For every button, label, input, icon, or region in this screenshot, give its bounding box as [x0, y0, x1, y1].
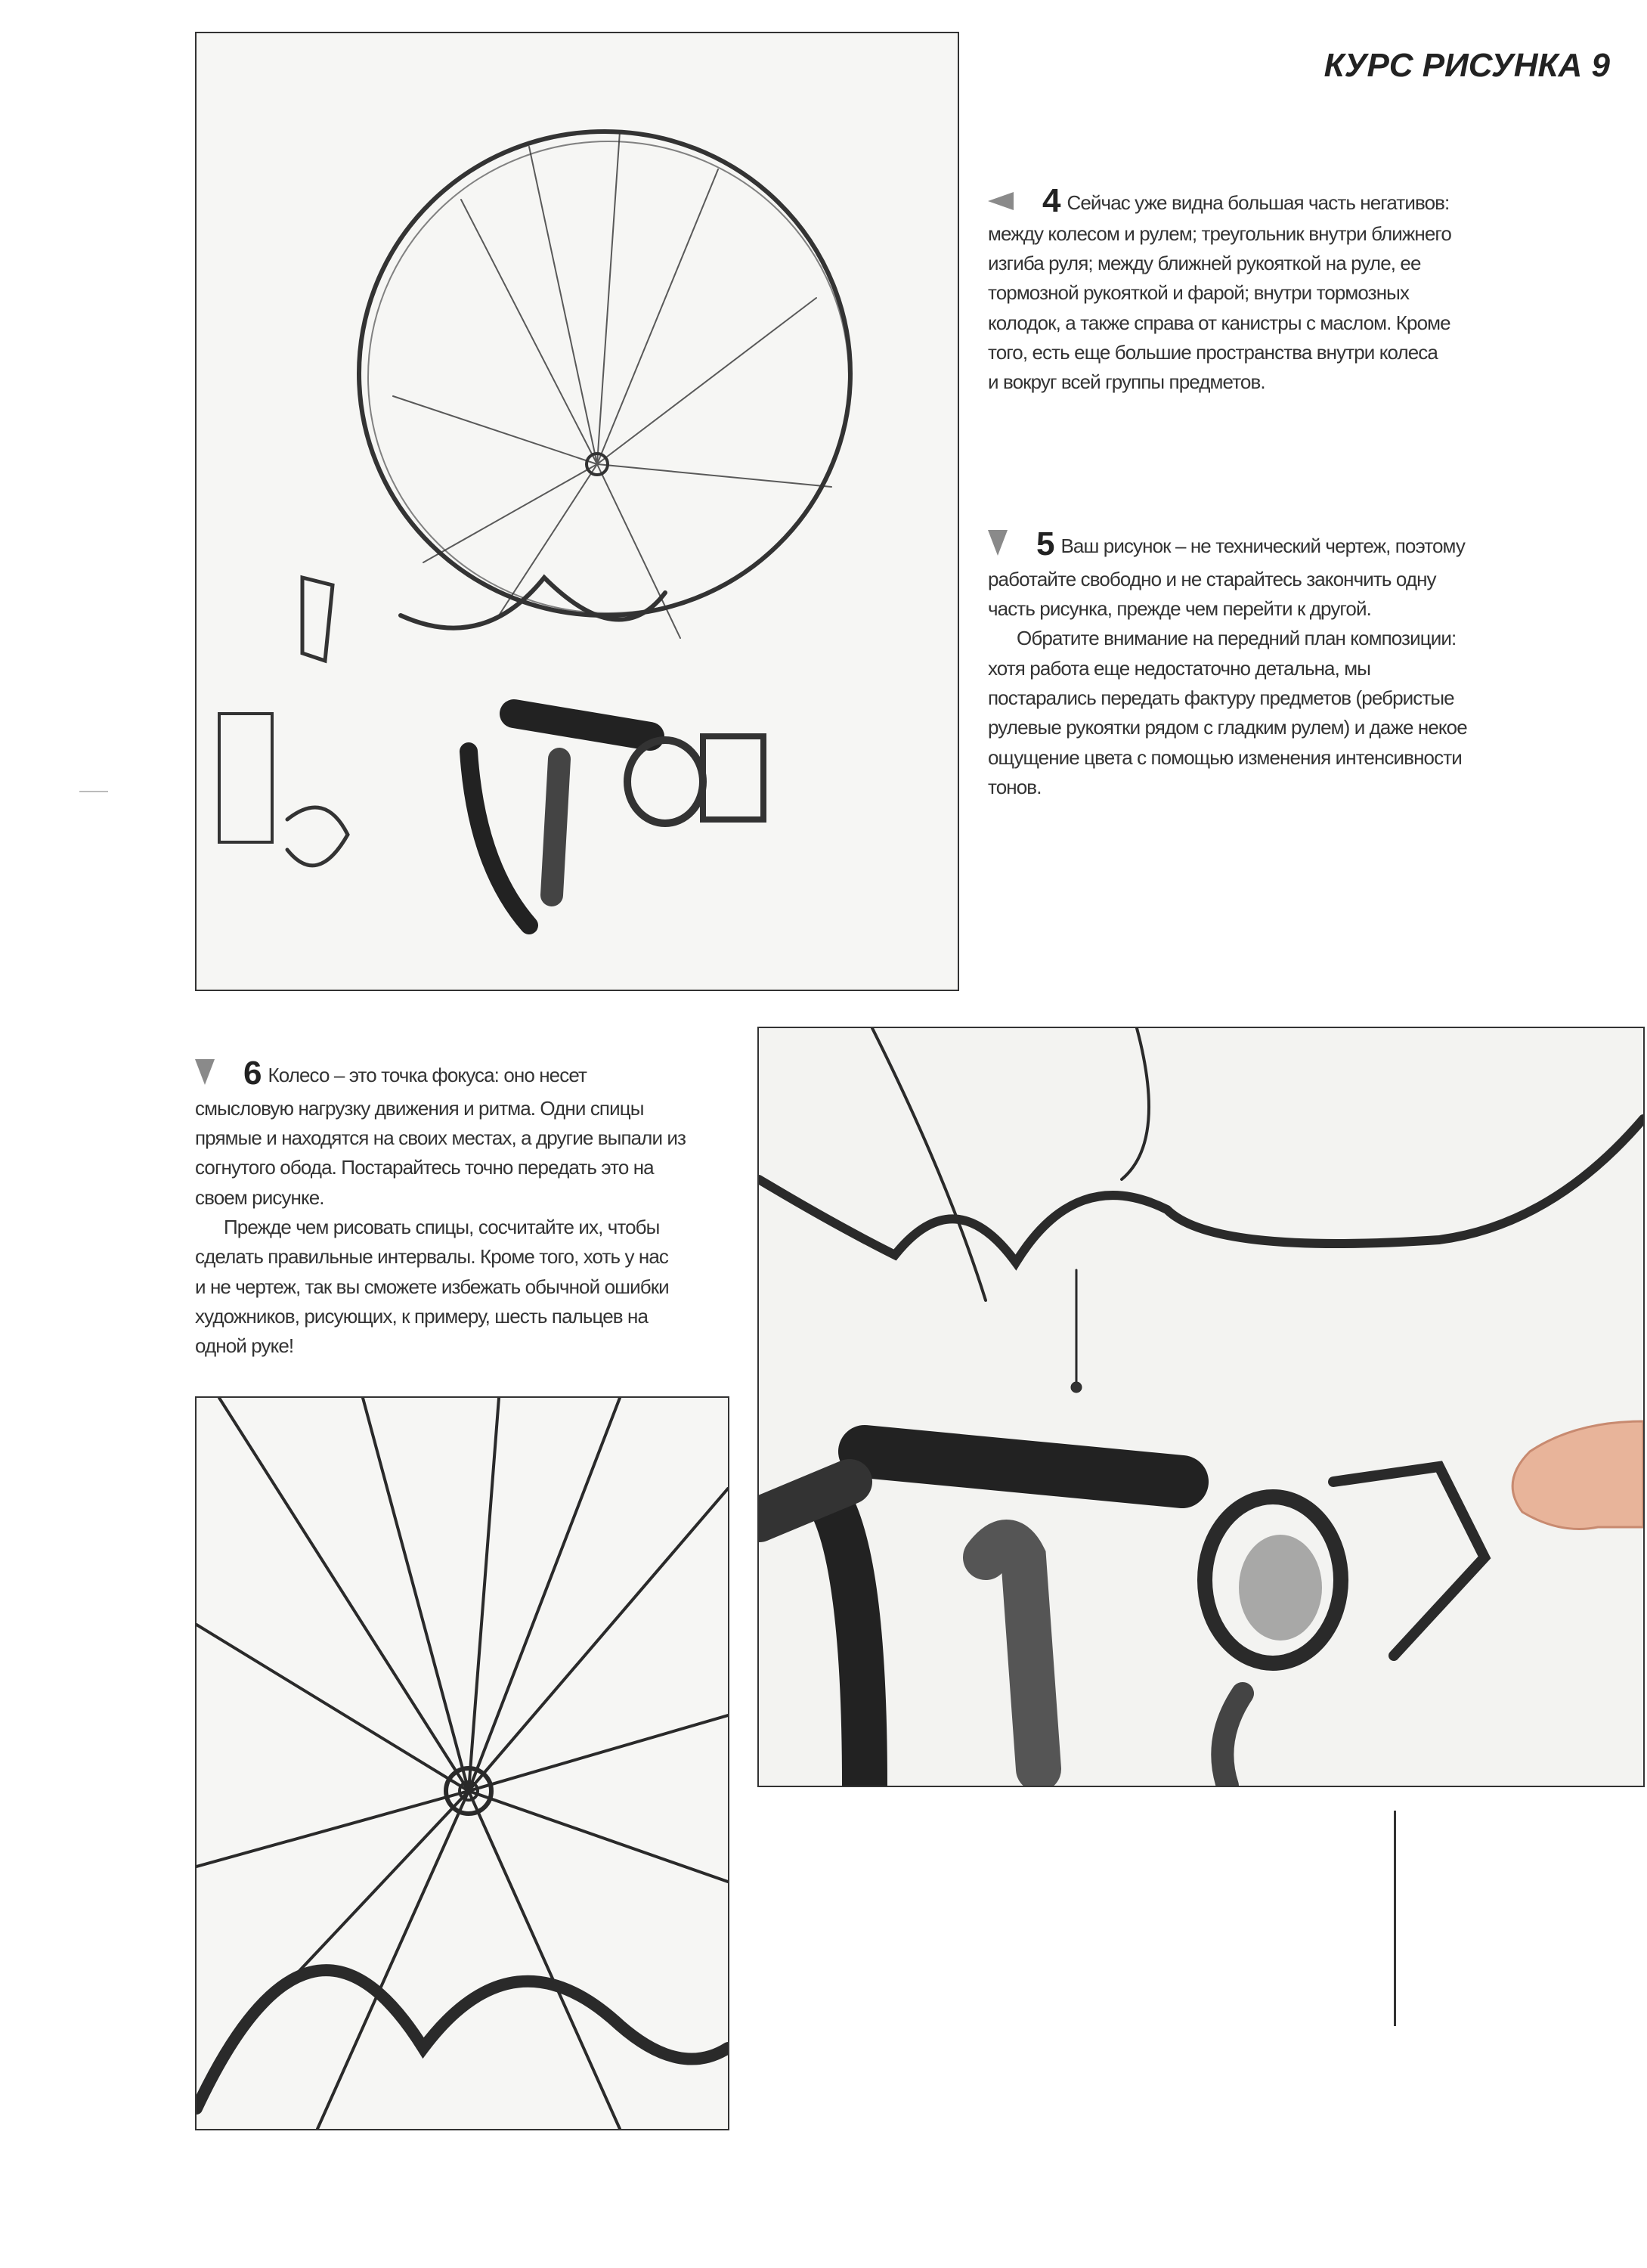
- step-4-text: [988, 182, 1451, 398]
- page-mark: [79, 791, 108, 792]
- text-line: того, есть еще большие пространства внутри колеса: [988, 340, 1438, 364]
- drawing-handlebar-closeup: [757, 1027, 1645, 1787]
- text-line: изгиба руля; между ближней рукояткой на руле, ее: [988, 252, 1421, 275]
- text-line: колодок, а также справа от канистры с маслом. Кроме: [988, 311, 1450, 334]
- step-number: 5: [1036, 525, 1055, 562]
- text-line: между колесом и рулем; треугольник внутри ближнего: [988, 222, 1451, 245]
- text-line: своем рисунке.: [195, 1185, 324, 1209]
- charcoal-sketch-wheel-and-handlebar: [197, 33, 958, 990]
- text-line: тормозной рукояткой и фарой; внутри тормозных: [988, 281, 1410, 305]
- text-line: часть рисунка, прежде чем перейти к другой.: [988, 597, 1371, 621]
- text-line: ощущение цвета с помощью изменения интенсивности: [988, 745, 1462, 769]
- hand: [1512, 1421, 1643, 1529]
- text-line: постарались передать фактуру предметов (ребристые: [988, 686, 1454, 709]
- text-line: и вокруг всей группы предметов.: [988, 370, 1265, 394]
- page-title: КУРС РИСУНКА 9: [1323, 47, 1610, 84]
- charcoal-sketch-handlebar-lamp: [759, 1028, 1643, 1786]
- text-line: художников, рисующих, к примеру, шесть пальцев на: [195, 1304, 649, 1328]
- divider-line: [1394, 1811, 1396, 2026]
- step-number: 6: [243, 1055, 262, 1092]
- text-line: прямые и находятся на своих местах, а другие выпали из: [195, 1126, 686, 1150]
- text-line: Сейчас уже видна большая часть негативов:: [1067, 191, 1450, 214]
- triangle-left-icon: [988, 189, 1014, 218]
- text-line: хотя работа еще недостаточно детальна, мы: [988, 656, 1371, 680]
- step-6-text: [195, 1055, 686, 1361]
- step-number: 4: [1042, 182, 1061, 219]
- text-line: одной руке!: [195, 1334, 294, 1358]
- text-line: смысловую нагрузку движения и ритма. Одни спицы: [195, 1096, 644, 1120]
- charcoal-sketch-spokes: [197, 1398, 728, 2129]
- drawing-full-composition: [195, 32, 959, 991]
- text-line: согнутого обода. Постарайтесь точно передать это на: [195, 1156, 654, 1179]
- text-line: Ваш рисунок – не технический чертеж, поэтому: [1060, 534, 1465, 557]
- text-line: Обратите внимание на передний план композиции:: [1017, 627, 1457, 650]
- triangle-down-icon: [988, 530, 1008, 564]
- text-line: и не чертеж, так вы сможете избежать обычной ошибки: [195, 1275, 669, 1298]
- text-line: Колесо – это точка фокуса: оно несет: [268, 1064, 587, 1086]
- step-5-text: [988, 525, 1467, 802]
- text-line: тонов.: [988, 775, 1042, 798]
- text-line: сделать правильные интервалы. Кроме того, хоть у нас: [195, 1245, 669, 1269]
- text-line: Прежде чем рисовать спицы, сосчитайте их, чтобы: [224, 1215, 660, 1238]
- triangle-down-icon: [195, 1059, 215, 1093]
- text-line: работайте свободно и не старайтесь закончить одну: [988, 567, 1436, 590]
- text-line: рулевые рукоятки рядом с гладким рулем) и даже некое: [988, 716, 1467, 739]
- drawing-wheel-spokes-closeup: [195, 1396, 729, 2130]
